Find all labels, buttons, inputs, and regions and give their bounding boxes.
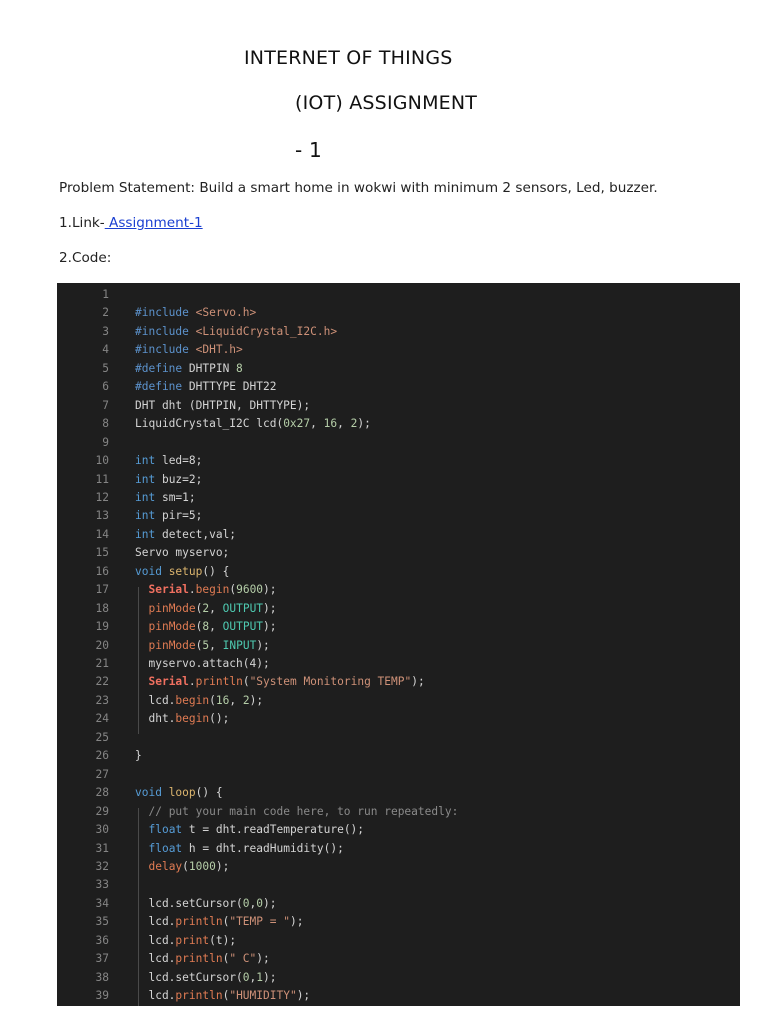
code-line (57, 378, 740, 396)
code-line (57, 323, 740, 341)
code-text: Servo myservo; (135, 546, 230, 560)
code-line (57, 969, 740, 987)
code-line (57, 895, 740, 913)
code-text: Serial.begin(9600); (148, 583, 277, 597)
line-number: 24 (95, 712, 109, 726)
code-text: int sm=1; (135, 490, 196, 504)
line-number: 22 (95, 675, 109, 689)
code-line (57, 692, 740, 710)
code-line (57, 434, 740, 452)
line-number: 34 (95, 896, 109, 910)
code-text: float h = dht.readHumidity(); (148, 841, 344, 855)
code-line (57, 544, 740, 562)
line-number: 27 (95, 767, 109, 781)
line-number: 4 (102, 343, 109, 357)
line-number: 5 (102, 361, 109, 375)
line-number: 19 (95, 620, 109, 634)
line-number: 31 (95, 841, 109, 855)
line-number: 23 (95, 693, 109, 707)
code-text: #include <Servo.h> (135, 306, 257, 320)
code-line (57, 766, 740, 784)
code-text: lcd.print(t); (135, 933, 237, 947)
code-text: void setup() { (135, 564, 230, 578)
code-text: pinMode(8, OUTPUT); (148, 620, 277, 634)
line-number: 30 (95, 823, 109, 837)
code-text: #define DHTTYPE DHT22 (135, 380, 277, 394)
line-number: 18 (95, 601, 109, 615)
code-text: pinMode(5, INPUT); (148, 638, 270, 652)
code-text: #include <LiquidCrystal_I2C.h> (135, 324, 338, 338)
document-title-line-2: (IOT) ASSIGNMENT (295, 92, 478, 114)
line-number: 6 (102, 380, 109, 394)
code-line (57, 913, 740, 931)
line-number: 32 (95, 859, 109, 873)
code-line (57, 710, 740, 728)
code-line (57, 341, 740, 359)
code-text: lcd.println(" C"); (135, 952, 270, 966)
code-line (57, 803, 740, 821)
code-line (57, 655, 740, 673)
line-number: 7 (102, 398, 109, 412)
code-text: // put your main code here, to run repeatedly: (148, 804, 459, 818)
code-line (57, 784, 740, 802)
code-line (57, 673, 740, 691)
code-line (57, 360, 740, 378)
code-line (57, 637, 740, 655)
code-line (57, 452, 740, 470)
line-number: 20 (95, 638, 109, 652)
code-text: void loop() { (135, 786, 223, 800)
line-number: 12 (95, 490, 109, 504)
code-text: #include <DHT.h> (135, 343, 243, 357)
code-text: DHT dht (DHTPIN, DHTTYPE); (135, 398, 311, 412)
code-line (57, 840, 740, 858)
line-number: 1 (102, 288, 109, 301)
line-number: 38 (95, 970, 109, 984)
line-number: 28 (95, 786, 109, 800)
code-line (57, 747, 740, 765)
code-line (57, 507, 740, 525)
line-number: 3 (102, 324, 109, 338)
assignment-link[interactable]: Assignment-1 (104, 215, 203, 231)
code-line (57, 821, 740, 839)
code-text: int pir=5; (135, 509, 203, 523)
code-text: float t = dht.readTemperature(); (148, 823, 365, 837)
code-line (57, 600, 740, 618)
code-text: pinMode(2, OUTPUT); (148, 601, 277, 615)
code-block (57, 283, 740, 1006)
code-line (57, 950, 740, 968)
code-text: lcd.setCursor(0,1); (135, 970, 277, 984)
line-number: 11 (95, 472, 109, 486)
code-text: lcd.println("TEMP = "); (135, 915, 304, 929)
code-line (57, 526, 740, 544)
code-text: #define DHTPIN 8 (135, 361, 243, 375)
code-line (57, 471, 740, 489)
code-text: int detect,val; (135, 527, 237, 541)
code-line (57, 563, 740, 581)
code-label: 2.Code: (59, 250, 112, 266)
code-line (57, 858, 740, 876)
line-number: 8 (102, 417, 109, 431)
link-prefix: 1.Link- (59, 215, 105, 231)
code-line (57, 304, 740, 322)
code-text: Serial.println("System Monitoring TEMP"); (148, 675, 425, 689)
line-number: 29 (95, 804, 109, 818)
code-line (57, 286, 740, 304)
line-number: 33 (95, 878, 109, 892)
code-line (57, 876, 740, 894)
problem-statement: Problem Statement: Build a smart home in wokwi with minimum 2 sensors, Led, buzzer. (59, 180, 658, 196)
line-number: 21 (95, 657, 109, 670)
code-text: int led=8; (135, 454, 203, 468)
line-number: 35 (95, 915, 109, 929)
line-number: 16 (95, 564, 109, 578)
line-number: 17 (95, 583, 109, 597)
code-line (57, 987, 740, 1005)
code-text: lcd.begin(16, 2); (135, 693, 264, 707)
line-number: 39 (95, 989, 109, 1003)
line-number: 10 (95, 454, 109, 468)
code-line (57, 932, 740, 950)
code-text: LiquidCrystal_I2C lcd(0x27, 16, 2); (135, 417, 371, 431)
code-line (57, 415, 740, 433)
code-text: lcd.println("HUMIDITY"); (135, 989, 311, 1003)
code-text: lcd.setCursor(0,0); (135, 896, 277, 910)
line-number: 26 (95, 749, 109, 763)
line-number: 2 (102, 306, 109, 320)
line-number: 36 (95, 933, 109, 947)
line-number: 9 (102, 435, 109, 449)
code-line (57, 581, 740, 599)
line-number: 13 (95, 509, 109, 523)
line-number: 37 (95, 952, 109, 966)
document-title-line-1: INTERNET OF THINGS (244, 47, 453, 69)
code-text: int buz=2; (135, 472, 203, 486)
code-text: dht.begin(); (135, 712, 230, 726)
line-number: 15 (95, 546, 109, 560)
code-text: delay(1000); (148, 859, 230, 873)
document-title-line-3: - 1 (295, 138, 322, 162)
line-number: 14 (95, 527, 109, 541)
code-text: myservo.attach(4); (135, 657, 270, 670)
code-line (57, 489, 740, 507)
code-line (57, 729, 740, 747)
code-line (57, 397, 740, 415)
code-text: } (135, 749, 142, 763)
line-number: 25 (95, 730, 109, 744)
code-line (57, 618, 740, 636)
link-paragraph (59, 215, 203, 231)
